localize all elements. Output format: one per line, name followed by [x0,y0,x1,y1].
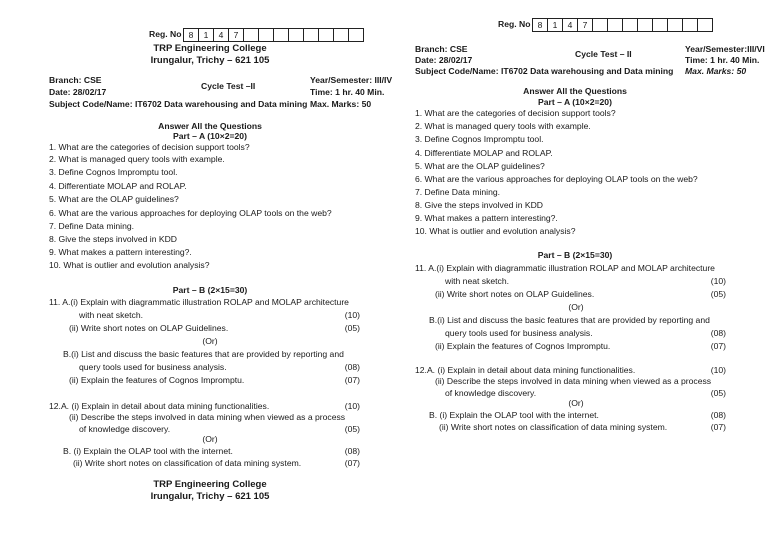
marks-value: (08) [710,328,726,338]
marks-value: (10) [344,401,360,411]
reg-digit-box: 8 [183,28,199,42]
marks-value: (08) [344,446,360,456]
reg-digit-box [273,28,289,42]
reg-no-boxes [184,28,364,42]
reg-digit-box [243,28,259,42]
year-semester-label: Year/Semester: III/IV [310,75,393,85]
question-item: 5. What are the OLAP guidelines? [49,194,179,204]
reg-digit-box: 4 [562,18,578,32]
college-address: Irungalur, Trichy – 621 105 [150,55,270,66]
footer-college-address: Irungalur, Trichy – 621 105 [150,491,270,502]
instructions: Answer All the Questions [523,86,627,96]
question-item: 10. What is outlier and evolution analysis? [415,226,576,236]
question-12a-i: 12.A. (i) Explain in detail about data mining functionalities. [49,401,270,411]
reg-digit-box [592,18,608,32]
or-separator: (Or) [568,398,584,408]
test-name: Cycle Test – II [575,49,632,59]
question-11b-i: B.(i) List and discuss the basic features that are provided by reporting and [429,315,710,325]
part-b-heading: Part – B (2×15=30) [172,285,248,295]
reg-no-label: Reg. No [498,19,531,29]
question-item: 3. Define Cognos Impromptu tool. [415,134,544,144]
question-11a-i-cont: with neat sketch. [445,276,510,286]
question-item: 4. Differentiate MOLAP and ROLAP. [49,181,187,191]
part-a-heading: Part – A (10×2=20) [538,97,612,107]
question-item: 2. What is managed query tools with example. [49,154,225,164]
subject-label: Subject Code/Name: IT6702 Data warehousing and Data mining [49,99,308,109]
branch-label: Branch: CSE [49,75,102,85]
question-item: 4. Differentiate MOLAP and ROLAP. [415,148,553,158]
marks-value: (05) [710,289,726,299]
marks-value: (10) [344,310,360,320]
or-separator: (Or) [202,336,218,346]
question-11a-ii: (ii) Write short notes on OLAP Guidelines. [435,289,595,299]
reg-digit-box: 7 [577,18,593,32]
question-12b-i: B. (i) Explain the OLAP tool with the internet. [63,446,233,456]
question-11b-i-cont: query tools used for business analysis. [445,328,593,338]
reg-digit-box [303,28,319,42]
reg-digit-box [637,18,653,32]
date-label: Date: 28/02/17 [49,87,107,97]
reg-digit-box [697,18,713,32]
question-12a-ii: (ii) Describe the steps involved in data mining when viewed as a process [435,376,712,386]
question-item: 7. Define Data mining. [49,221,135,231]
question-11b-i: B.(i) List and discuss the basic features that are provided by reporting and [63,349,344,359]
question-item: 1. What are the categories of decision support tools? [415,108,616,118]
marks-value: (08) [344,362,360,372]
question-11b-ii: (ii) Explain the features of Cognos Impromptu. [435,341,611,351]
reg-digit-box [622,18,638,32]
question-item: 9. What makes a pattern interesting?. [49,247,192,257]
question-11b-i-cont: query tools used for business analysis. [79,362,227,372]
marks-value: (07) [710,422,726,432]
question-12b-ii: (ii) Write short notes on classification of data mining system. [73,458,302,468]
max-marks-label: Max. Marks: 50 [685,66,747,76]
instructions: Answer All the Questions [158,121,262,131]
reg-digit-box: 8 [532,18,548,32]
or-separator: (Or) [568,302,584,312]
part-b-heading: Part – B (2×15=30) [537,250,613,260]
subject-label: Subject Code/Name: IT6702 Data warehousing and Data mining [415,66,674,76]
reg-no-boxes [533,18,713,32]
question-12b-i: B. (i) Explain the OLAP tool with the internet. [429,410,599,420]
question-item: 8. Give the steps involved in KDD [415,200,544,210]
reg-digit-box [667,18,683,32]
question-item: 5. What are the OLAP guidelines? [415,161,545,171]
question-item: 6. What are the various approaches for deploying OLAP tools on the web? [415,174,698,184]
part-a-heading: Part – A (10×2=20) [173,131,247,141]
question-item: 9. What makes a pattern interesting?. [415,213,558,223]
test-name: Cycle Test –II [201,81,256,91]
date-label: Date: 28/02/17 [415,55,473,65]
reg-digit-box [348,28,364,42]
question-12a-ii-cont: of knowledge discovery. [79,424,171,434]
reg-digit-box [333,28,349,42]
question-11a-i: 11. A.(i) Explain with diagrammatic illustration ROLAP and MOLAP architecture [415,263,715,273]
marks-value: (10) [710,365,726,375]
footer-college-name: TRP Engineering College [153,479,267,490]
reg-digit-box [682,18,698,32]
marks-value: (08) [710,410,726,420]
time-label: Time: 1 hr. 40 Min. [310,87,385,97]
question-11a-ii: (ii) Write short notes on OLAP Guidelines. [69,323,229,333]
question-item: 1. What are the categories of decision support tools? [49,142,250,152]
marks-value: (07) [344,458,360,468]
reg-digit-box [258,28,274,42]
question-11b-ii: (ii) Explain the features of Cognos Impromptu. [69,375,245,385]
year-semester-label: Year/Semester:III/VI [685,44,765,54]
time-label: Time: 1 hr. 40 Min. [685,55,760,65]
marks-value: (05) [344,424,360,434]
max-marks-label: Max. Marks: 50 [310,99,372,109]
question-11a-i: 11. A.(i) Explain with diagrammatic illustration ROLAP and MOLAP architecture [49,297,349,307]
question-item: 6. What are the various approaches for deploying OLAP tools on the web? [49,208,332,218]
reg-digit-box: 4 [213,28,229,42]
marks-value: (05) [710,388,726,398]
question-12b-ii: (ii) Write short notes on classification of data mining system. [439,422,668,432]
marks-value: (10) [710,276,726,286]
question-item: 8. Give the steps involved in KDD [49,234,178,244]
reg-digit-box [607,18,623,32]
question-11a-i-cont: with neat sketch. [79,310,144,320]
reg-digit-box [288,28,304,42]
reg-digit-box: 1 [547,18,563,32]
question-item: 3. Define Cognos Impromptu tool. [49,167,178,177]
marks-value: (07) [344,375,360,385]
marks-value: (07) [710,341,726,351]
branch-label: Branch: CSE [415,44,468,54]
reg-digit-box [652,18,668,32]
reg-digit-box [318,28,334,42]
question-12a-ii-cont: of knowledge discovery. [445,388,537,398]
reg-digit-box: 7 [228,28,244,42]
question-item: 2. What is managed query tools with example. [415,121,591,131]
college-name: TRP Engineering College [153,43,267,54]
question-12a-ii: (ii) Describe the steps involved in data mining when viewed as a process [69,412,346,422]
question-12a-i: 12.A. (i) Explain in detail about data mining functionalities. [415,365,636,375]
reg-digit-box: 1 [198,28,214,42]
marks-value: (05) [344,323,360,333]
reg-no-label: Reg. No [149,29,182,39]
question-item: 7. Define Data mining. [415,187,501,197]
or-separator: (Or) [202,434,218,444]
question-item: 10. What is outlier and evolution analysis? [49,260,210,270]
